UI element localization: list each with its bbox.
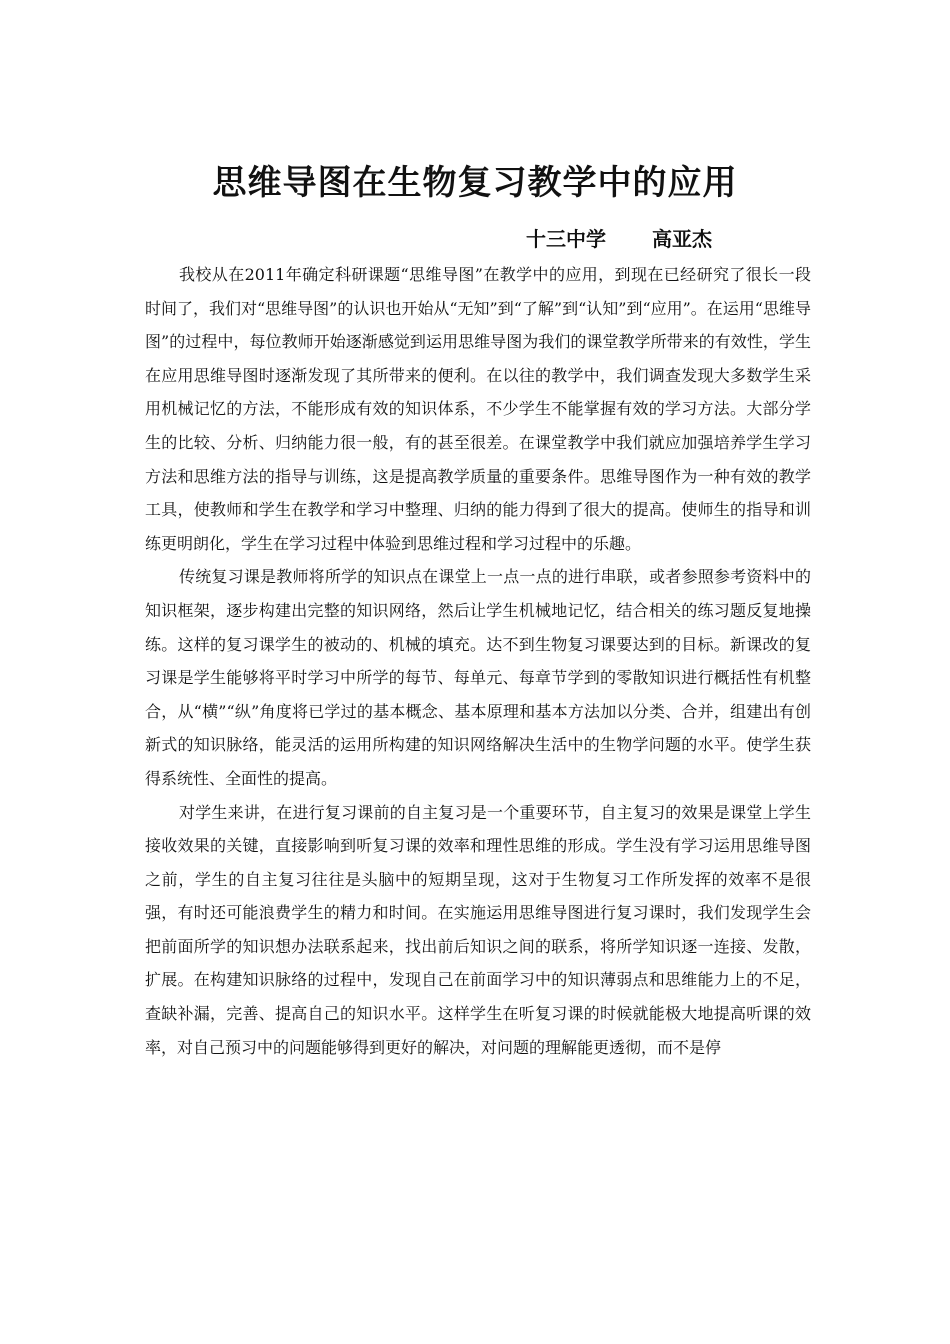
author-name: 高亚杰 — [652, 227, 712, 251]
document-body — [145, 258, 811, 1064]
document-title: 思维导图在生物复习教学中的应用 — [212, 163, 738, 203]
body-paragraph-1: 我校从在2011年确定科研课题“思维导图”在教学中的应用，到现在已经研究了很长一段时间了，我们对“思维导图”的认识也开始从“无知”到“了解”到“认知”到“应用”。在运用“思维导图”的过程中，每位教师开始逐渐感觉到运用思维导图为我们的课堂教学所带来的有效性，学生在应用思维导图时逐渐发现了其所带来的便利。在以往的教学中，我们调查发现大多数学生采用机械记忆的方法，不能形成有效的知识体系，不少学生不能掌握有效的学习方法。大部分学生的比较、分析、归纳能力很一般，有的甚至很差。在课堂教学中我们就应加强培养学生学习方法和思维方法的指导与训练，这是提高教学质量的重要条件。思维导图作为一种有效的教学工具，使教师和学生在教学和学习中整理、归纳的能力得到了很大的提高。使师生的指导和训练更明朗化，学生在学习过程中体验到思维过程和学习过程中的乐趣。 — [145, 265, 811, 553]
byline — [526, 224, 712, 254]
author-school: 十三中学 — [526, 227, 606, 251]
body-paragraph-2: 传统复习课是教师将所学的知识点在课堂上一点一点的进行串联，或者参照参考资料中的知识框架，逐步构建出完整的知识网络，然后让学生机械地记忆，结合相关的练习题反复地操练。这样的复习课学生的被动的、机械的填充。达不到生物复习课要达到的目标。新课改的复习课是学生能够将平时学习中所学的每节、每单元、每章节学到的零散知识进行概括性有机整合，从“横”“纵”角度将已学过的基本概念、基本原理和基本方法加以分类、合并，组建出有创新式的知识脉络，能灵活的运用所构建的知识网络解决生活中的生物学问题的水平。使学生获得系统性、全面性的提高。 — [145, 567, 811, 788]
body-paragraph-3: 对学生来讲，在进行复习课前的自主复习是一个重要环节，自主复习的效果是课堂上学生接收效果的关键，直接影响到听复习课的效率和理性思维的形成。学生没有学习运用思维导图之前，学生的自主复习往往是头脑中的短期呈现，这对于生物复习工作所发挥的效率不是很强，有时还可能浪费学生的精力和时间。在实施运用思维导图进行复习课时，我们发现学生会把前面所学的知识想办法联系起来，找出前后知识之间的联系，将所学知识逐一连接、发散，扩展。在构建知识脉络的过程中，发现自己在前面学习中的知识薄弱点和思维能力上的不足，查缺补漏，完善、提高自己的知识水平。这样学生在听复习课的时候就能极大地提高听课的效率，对自己预习中的问题能够得到更好的解决，对问题的理解能更透彻，而不是停 — [145, 802, 811, 1057]
